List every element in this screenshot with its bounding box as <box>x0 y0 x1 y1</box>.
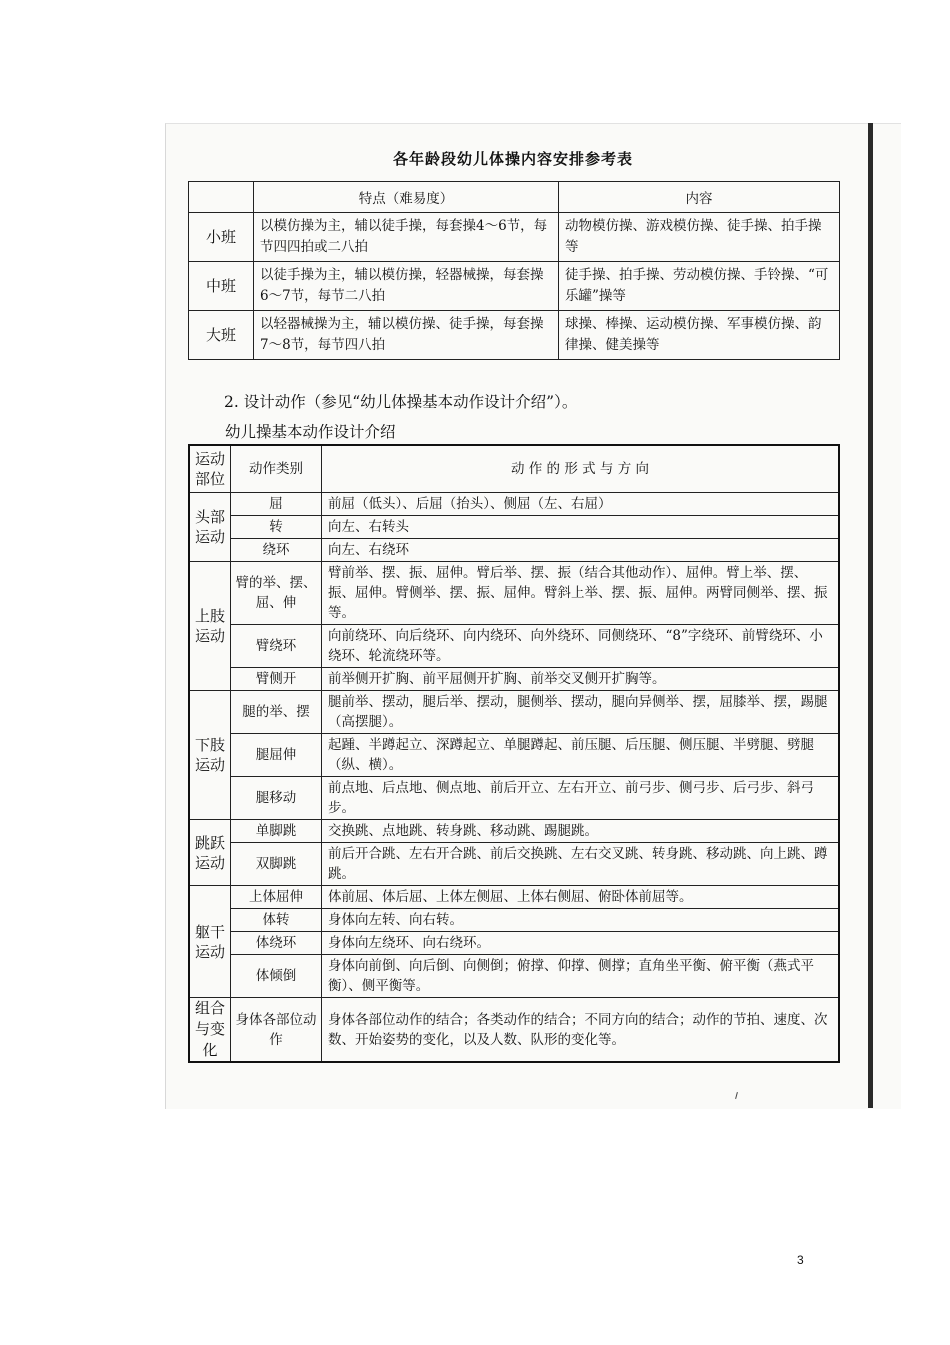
movement-category-cell: 屈 <box>231 493 322 516</box>
class-cell: 中班 <box>189 262 254 311</box>
table-row <box>189 998 839 1063</box>
class-cell: 大班 <box>189 311 254 360</box>
header-cell <box>189 182 254 213</box>
movement-description-cell: 腿前举、摆动，腿后举、摆动，腿侧举、摆动，腿向异侧举、摆，屈膝举、摆，踢腿（高摆腿）。 <box>322 691 840 734</box>
content-cell: 球操、棒操、运动模仿操、军事模仿操、韵律操、健美操等 <box>559 311 840 360</box>
table-row <box>189 213 840 262</box>
movement-description-cell: 体前屈、体后屈、上体左侧屈、上体右侧屈、俯卧体前屈等。 <box>322 886 840 909</box>
table-header-row <box>189 182 840 213</box>
movement-description-cell: 向左、右转头 <box>322 516 840 539</box>
movement-design-table <box>188 444 840 1063</box>
movement-description-cell: 身体向左绕环、向右绕环。 <box>322 932 840 955</box>
table-row <box>189 262 840 311</box>
movement-description-cell: 前举侧开扩胸、前平屈侧开扩胸、前举交叉侧开扩胸等。 <box>322 668 840 691</box>
movement-category-cell: 腿屈伸 <box>231 734 322 777</box>
table-row <box>189 886 839 909</box>
movement-description-cell: 身体向前倒、向后倒、向侧倒；俯撑、仰撑、侧撑；直角坐平衡、俯平衡（燕式平衡）、侧平衡等。 <box>322 955 840 998</box>
movement-category-cell: 双脚跳 <box>231 843 322 886</box>
movement-category-cell: 上体屈伸 <box>231 886 322 909</box>
table-row <box>189 625 839 668</box>
body-part-cell: 头部运动 <box>189 493 231 562</box>
movement-category-cell: 臂绕环 <box>231 625 322 668</box>
feature-cell: 以徒手操为主，辅以模仿操，轻器械操，每套操6～7节，每节二八拍 <box>254 262 559 311</box>
movement-category-cell: 体转 <box>231 909 322 932</box>
table-row <box>189 909 839 932</box>
header-cell: 动作类别 <box>231 445 322 493</box>
movement-category-cell: 臂侧开 <box>231 668 322 691</box>
page-number: 3 <box>797 1253 804 1267</box>
movement-category-cell: 腿移动 <box>231 777 322 820</box>
table-row <box>189 691 839 734</box>
movement-category-cell: 体绕环 <box>231 932 322 955</box>
table-row <box>189 734 839 777</box>
movement-description-cell: 身体各部位动作的结合；各类动作的结合；不同方向的结合；动作的节拍、速度、次数、开始姿势的变化，以及人数、队形的变化等。 <box>322 998 840 1063</box>
movement-description-cell: 向左、右绕环 <box>322 539 840 562</box>
movement-description-cell: 起踵、半蹲起立、深蹲起立、单腿蹲起、前压腿、后压腿、侧压腿、半劈腿、劈腿（纵、横）。 <box>322 734 840 777</box>
header-cell: 运动部位 <box>189 445 231 493</box>
feature-cell: 以模仿操为主，辅以徒手操，每套操4～6节，每节四四拍或二八拍 <box>254 213 559 262</box>
feature-cell: 以轻器械操为主，辅以模仿操、徒手操，每套操7～8节，每节四八拍 <box>254 311 559 360</box>
body-part-cell: 下肢运动 <box>189 691 231 820</box>
table-row <box>189 539 839 562</box>
header-cell: 特点（难易度） <box>254 182 559 213</box>
table-row <box>189 932 839 955</box>
section-heading: 2. 设计动作（参见“幼儿体操基本动作设计介绍”）。 <box>224 393 578 411</box>
table2-title: 幼儿操基本动作设计介绍 <box>225 423 396 441</box>
header-cell: 内容 <box>559 182 840 213</box>
header-cell: 动 作 的 形 式 与 方 向 <box>322 445 840 493</box>
body-part-cell: 跳跃运动 <box>189 820 231 886</box>
table-header-row <box>189 445 839 493</box>
movement-category-cell: 单脚跳 <box>231 820 322 843</box>
age-group-table <box>188 181 840 360</box>
table-row <box>189 516 839 539</box>
body-part-cell: 上肢运动 <box>189 562 231 691</box>
movement-category-cell: 转 <box>231 516 322 539</box>
movement-description-cell: 身体向左转、向右转。 <box>322 909 840 932</box>
table1-title: 各年龄段幼儿体操内容安排参考表 <box>392 150 633 168</box>
movement-category-cell: 体倾倒 <box>231 955 322 998</box>
movement-description-cell: 向前绕环、向后绕环、向内绕环、向外绕环、同侧绕环、“8”字绕环、前臂绕环、小绕环、轮流绕环等。 <box>322 625 840 668</box>
table-row <box>189 493 839 516</box>
content-cell: 徒手操、拍手操、劳动模仿操、手铃操、“可乐罐”操等 <box>559 262 840 311</box>
table-row <box>189 562 839 625</box>
movement-description-cell: 前后开合跳、左右开合跳、前后交换跳、左右交叉跳、转身跳、移动跳、向上跳、蹲跳。 <box>322 843 840 886</box>
content-cell: 动物模仿操、游戏模仿操、徒手操、拍手操等 <box>559 213 840 262</box>
movement-category-cell: 腿的举、摆 <box>231 691 322 734</box>
table-row <box>189 955 839 998</box>
movement-category-cell: 身体各部位动作 <box>231 998 322 1063</box>
movement-description-cell: 交换跳、点地跳、转身跳、移动跳、踢腿跳。 <box>322 820 840 843</box>
movement-category-cell: 臂的举、摆、屈、伸 <box>231 562 322 625</box>
table-row <box>189 820 839 843</box>
movement-description-cell: 臂前举、摆、振、屈伸。臂后举、摆、振（结合其他动作）、屈伸。臂上举、摆、振、屈伸。臂侧举、摆、振、屈伸。臂斜上举、摆、振、屈伸。两臂同侧举、摆、振等。 <box>322 562 840 625</box>
table-row <box>189 668 839 691</box>
body-part-cell: 躯干运动 <box>189 886 231 998</box>
movement-description-cell: 前屈（低头）、后屈（抬头）、侧屈（左、右屈） <box>322 493 840 516</box>
scan-edge-shadow <box>868 123 873 1108</box>
movement-category-cell: 绕环 <box>231 539 322 562</box>
table-row <box>189 843 839 886</box>
class-cell: 小班 <box>189 213 254 262</box>
movement-description-cell: 前点地、后点地、侧点地、前后开立、左右开立、前弓步、侧弓步、后弓步、斜弓步。 <box>322 777 840 820</box>
body-part-cell: 组合与变 化 <box>189 998 231 1063</box>
table-row <box>189 311 840 360</box>
table-row <box>189 777 839 820</box>
